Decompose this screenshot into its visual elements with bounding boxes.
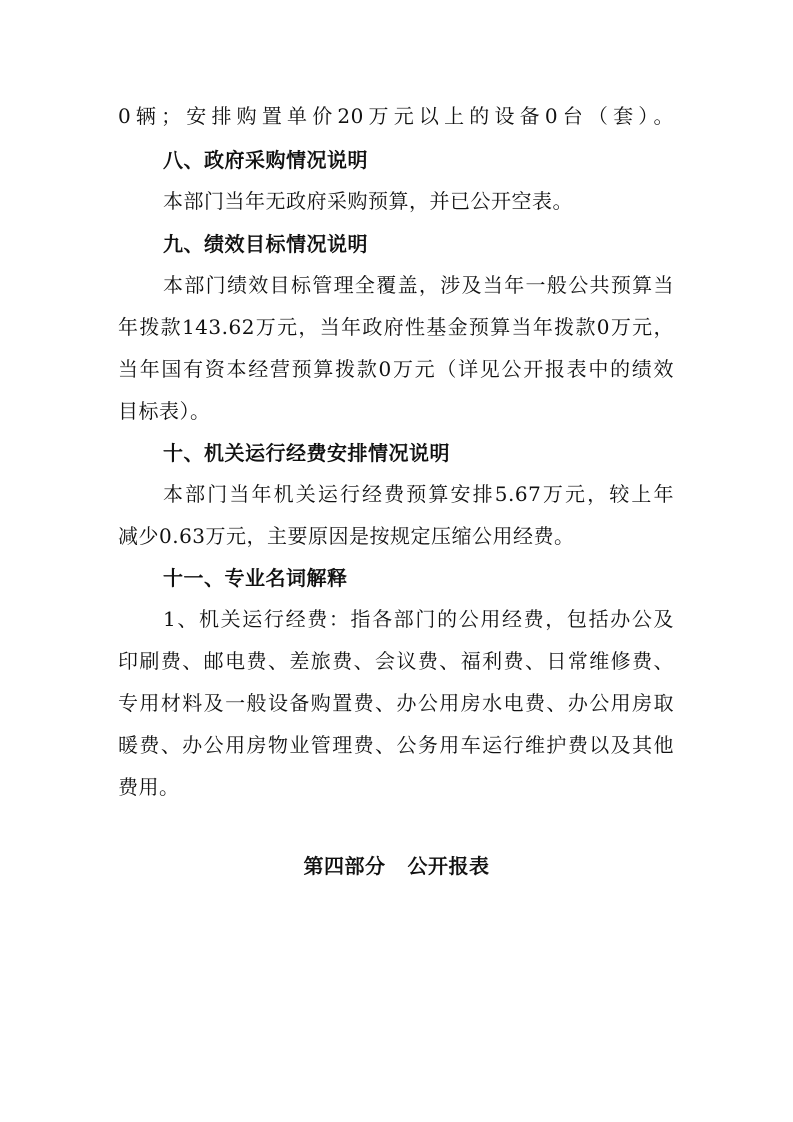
section9-line: 目标表）。 — [118, 399, 211, 423]
section9-line: 当年国有资本经营预算拨款0万元（详见公开报表中的绩效 — [118, 357, 674, 381]
section11-line: 专用材料及一般设备购置费、办公用房水电费、办公用房取 — [118, 691, 674, 715]
section9-line: 年拨款143.62万元，当年政府性基金预算当年拨款0万元， — [118, 315, 674, 339]
section10-line: 减少0.63万元，主要原因是按规定压缩公用经费。 — [118, 524, 575, 548]
part-heading — [0, 852, 793, 880]
section11-line: 费用。 — [118, 775, 180, 799]
section11-line: 印刷费、邮电费、差旅费、会议费、福利费、日常维修费、 — [118, 649, 674, 673]
section10-line: 本部门当年机关运行经费预算安排5.67万元，较上年 — [163, 482, 674, 506]
section8-body: 本部门当年无政府采购预算，并已公开空表。 — [163, 189, 573, 213]
paragraph-continuation: 0辆；安排购置单价20万元以上的设备0台（套）。 — [118, 104, 674, 128]
section11-line: 1、机关运行经费：指各部门的公用经费，包括办公及 — [163, 607, 674, 631]
section8-heading: 八、政府采购情况说明 — [163, 148, 368, 172]
part-title: 公开报表 — [407, 854, 490, 878]
part-number: 第四部分 — [303, 854, 386, 878]
section11-heading: 十一、专业名词解释 — [163, 566, 348, 590]
section9-line: 本部门绩效目标管理全覆盖，涉及当年一般公共预算当 — [163, 273, 674, 297]
section9-heading: 九、绩效目标情况说明 — [163, 232, 368, 256]
section11-line: 暖费、办公用房物业管理费、公务用车运行维护费以及其他 — [118, 733, 674, 757]
section10-heading: 十、机关运行经费安排情况说明 — [163, 441, 450, 465]
